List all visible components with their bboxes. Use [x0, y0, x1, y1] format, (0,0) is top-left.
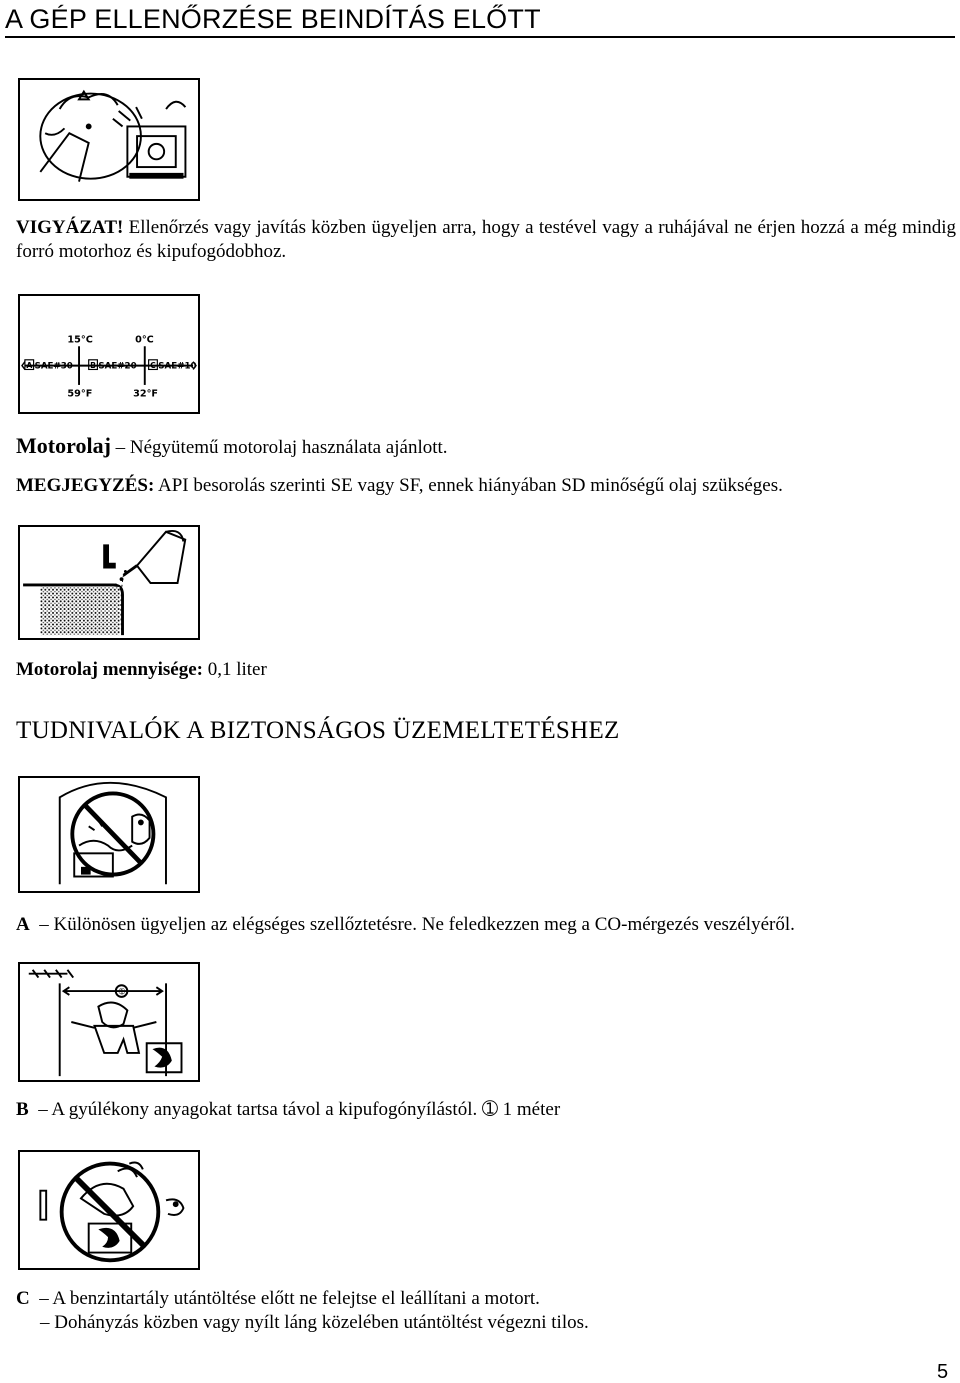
safety-heading: TUDNIVALÓK A BIZTONSÁGOS ÜZEMELTETÉSHEZ: [16, 717, 620, 744]
oil-text: – Négyütemű motorolaj használata ajánlott.: [110, 437, 448, 458]
warning-text: Ellenőrzés vagy javítás közben ügyeljen arra, hogy a testével vagy a ruhájával ne érjen hozzá a még mindig forró motorhoz és kipufogódobhoz.: [16, 217, 956, 262]
item-b-letter: B: [16, 1099, 29, 1120]
ventilation-illustration: [18, 776, 200, 893]
grade-a-label: SAE#30: [34, 361, 73, 372]
item-c-text-2: – Dohányzás közben vagy nyílt láng közelében utántöltést végezni tilos.: [40, 1312, 589, 1333]
oil-quantity-text: 0,1 liter: [202, 659, 267, 680]
oil-quantity-label: Motorolaj mennyisége:: [16, 659, 203, 680]
oil-viscosity-chart: [18, 294, 200, 414]
warning-paragraph: [16, 216, 956, 264]
item-b-text: – A gyúlékony anyagokat tartsa távol a kipufogónyílástól. ➀ 1 méter: [38, 1099, 561, 1120]
safety-item-a: [16, 913, 795, 937]
ventilation-drawing: [20, 778, 198, 891]
safety-item-c-line2: [40, 1311, 589, 1335]
temp-c-low: 0°C: [135, 334, 154, 346]
note-text: API besorolás szerinti SE vagy SF, ennek hiányában SD minőségű olaj szükséges.: [154, 475, 783, 496]
safety-item-b: [16, 1098, 560, 1122]
safety-item-c: [16, 1287, 540, 1311]
flammable-distance-drawing: [20, 964, 198, 1080]
no-smoking-refuel-drawing: [20, 1152, 198, 1268]
temp-c-high: 15°C: [67, 334, 93, 346]
item-c-text: – A benzintartály utántöltése előtt ne felejtse el leállítani a motort.: [39, 1288, 540, 1309]
item-c-letter: C: [16, 1288, 30, 1309]
oil-viscosity-drawing: [20, 296, 198, 412]
oil-quantity: [16, 658, 267, 682]
page-number: 5: [937, 1361, 949, 1383]
oil-filling-illustration: [18, 525, 200, 640]
note-paragraph: [16, 474, 783, 498]
temp-f-low: 32°F: [133, 388, 159, 400]
hot-engine-drawing: [20, 80, 198, 199]
page-title: A GÉP ELLENŐRZÉSE BEINDÍTÁS ELŐTT: [5, 0, 955, 38]
grade-a-letter: A: [26, 361, 33, 371]
oil-filling-drawing: [20, 527, 198, 638]
grade-c-label: SAE#10: [158, 361, 197, 372]
grade-c-letter: C: [150, 361, 156, 371]
grade-b-letter: B: [90, 361, 97, 371]
flammable-distance-illustration: [18, 962, 200, 1082]
hot-engine-illustration: [18, 78, 200, 201]
warning-label: VIGYÁZAT!: [16, 217, 124, 238]
oil-label: Motorolaj: [16, 433, 111, 458]
item-a-text: – Különösen ügyeljen az elégséges szellőztetésre. Ne feledkezzen meg a CO-mérgezés veszélyéről.: [39, 914, 795, 935]
temp-f-high: 59°F: [67, 388, 93, 400]
oil-paragraph: [16, 434, 448, 460]
distance-marker: ➀: [118, 986, 126, 996]
note-label: MEGJEGYZÉS:: [16, 475, 155, 496]
item-a-letter: A: [16, 914, 30, 935]
no-smoking-refuel-illustration: [18, 1150, 200, 1270]
grade-b-label: SAE#20: [98, 361, 137, 372]
